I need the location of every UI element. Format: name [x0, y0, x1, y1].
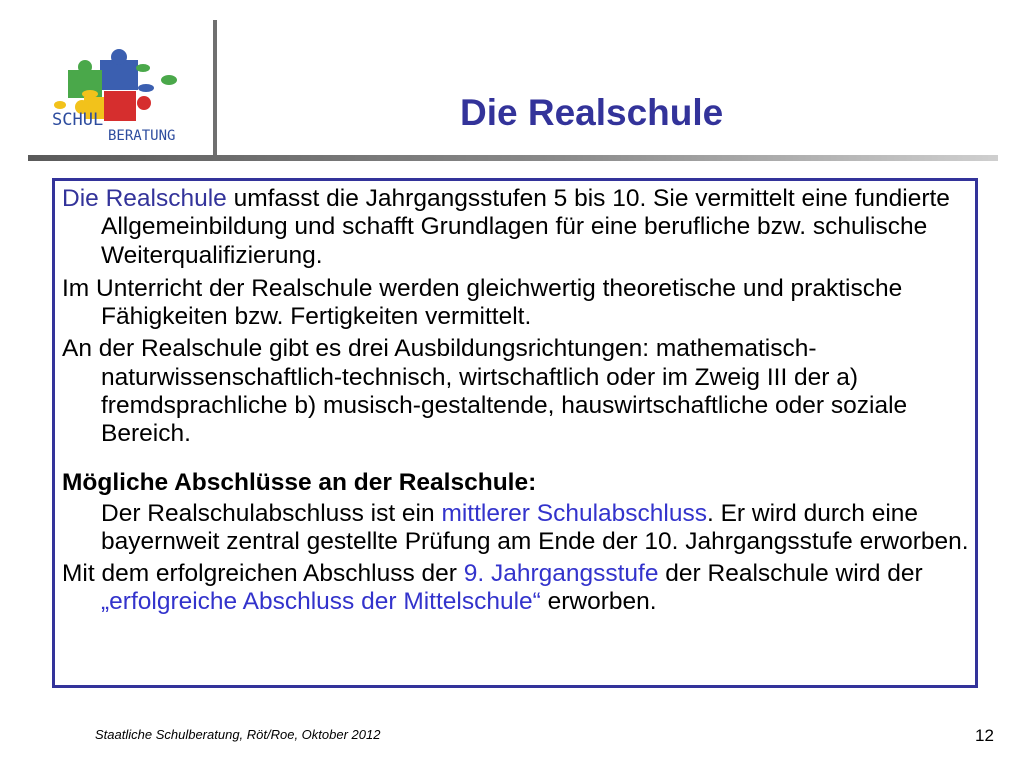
intro-text: umfasst die Jahrgangsstufen 5 bis 10. Sie vermittelt eine fundierte Allgemeinbildung und schafft Grundlagen für eine berufliche bzw. schulische Weiterqualifizierung. — [101, 185, 950, 269]
highlight-jahrgangsstufe: 9. Jahrgangsstufe — [463, 559, 659, 587]
page-number: 12 — [975, 726, 994, 745]
text-part: . Er wird durch eine bayernweit zentral gestellte Prüfung am Ende der 10. Jahrgangsstufe erworben. — [101, 499, 969, 556]
paragraph-intro — [62, 185, 972, 270]
paragraph-teaching: Im Unterricht der Realschule werden gleichwertig theoretische und praktische Fähigkeiten bzw. Fertigkeiten vermittelt. — [62, 274, 903, 331]
highlight-abschluss-mittelschule: „erfolgreiche Abschluss der Mittelschule“ — [101, 587, 541, 615]
paragraph-mittelschule — [62, 560, 972, 617]
highlight-mittlerer-schulabschluss: mittlerer Schulabschluss — [441, 499, 707, 527]
slide-title: Die Realschule — [460, 92, 724, 133]
schulberatung-logo — [40, 45, 210, 150]
header-vertical-rule — [213, 20, 217, 160]
footer-text: Staatliche Schulberatung, Röt/Roe, Oktober 2012 — [95, 727, 381, 742]
svg-text:BERATUNG: BERATUNG — [108, 128, 176, 144]
text-part: erworben. — [540, 587, 657, 615]
intro-lead: Die Realschule — [62, 185, 227, 212]
text-part: Mit dem erfolgreichen Abschluss der — [62, 559, 464, 587]
text-part: Der Realschulabschluss ist ein — [101, 499, 442, 527]
puzzle-logo-icon — [40, 45, 210, 150]
section-heading: Mögliche Abschlüsse an der Realschule: — [62, 468, 537, 496]
svg-text:SCHUL: SCHUL — [52, 110, 104, 130]
text-part: der Realschule wird der — [658, 559, 923, 587]
paragraph-tracks: An der Realschule gibt es drei Ausbildungsrichtungen: mathematisch-naturwissenschaftlich-technisch, wirtschaftlich oder im Zweig III der a) fremdsprachliche b) musisch-gestaltende, hauswirtschaftliche oder soziale Bereich. — [62, 335, 908, 448]
slide-body — [62, 185, 972, 620]
header-horizontal-rule — [28, 155, 998, 161]
paragraph-realschulabschluss — [62, 500, 972, 557]
